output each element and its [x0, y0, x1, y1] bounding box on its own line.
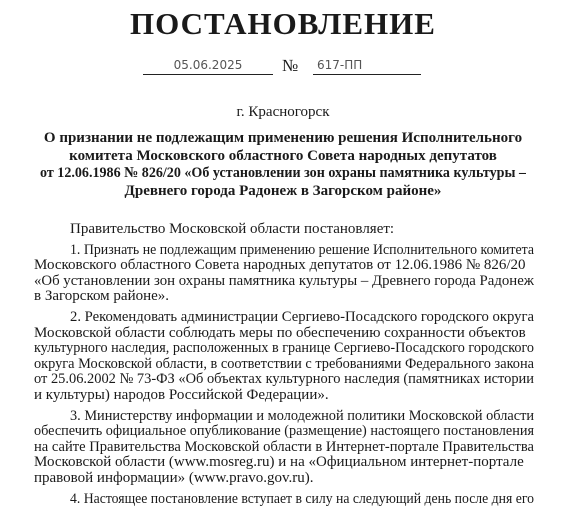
body-line: Московского областного Совета народных депутатов от 12.06.1986 № 826/20 [34, 258, 534, 274]
body-line: Московской области (www.mosreg.ru) и на «Официальном интернет-портале [34, 455, 534, 471]
paragraph-3 [34, 409, 534, 487]
title-line: Древнего города Радонеж в Загорском районе» [40, 183, 526, 201]
body-line: округа Московской области, в соответствии с требованиями Федерального закона [34, 357, 534, 373]
body-line: «Об установлении зон охраны памятника культуры – Древнего города Радонеж [34, 274, 534, 290]
intro-paragraph: Правительство Московской области постановляет: [34, 222, 534, 238]
body-line: 1. Признать не подлежащим применению решение Исполнительного комитета [34, 243, 534, 259]
document-type-heading: ПОСТАНОВЛЕНИЕ [0, 6, 566, 42]
body-line: на сайте Правительства Московской области в Интернет-портале Правительства [34, 440, 534, 456]
paragraph-1 [34, 243, 534, 305]
body-line: 4. Настоящее постановление вступает в силу на следующий день после дня его [34, 492, 534, 507]
number-sign: № [282, 57, 298, 75]
body-line: правовой информации» (www.pravo.gov.ru). [34, 471, 534, 487]
body-line: обеспечить официальное опубликование (размещение) настоящего постановления [34, 424, 534, 440]
title-line: О признании не подлежащим применению решения Исполнительного [40, 130, 526, 148]
city-line: г. Красногорск [0, 104, 566, 121]
resolution-body [34, 222, 534, 507]
body-line: 3. Министерству информации и молодежной политики Московской области [34, 409, 534, 425]
document-number: 617-ПП [313, 56, 421, 75]
body-line: от 25.06.2002 № 73-ФЗ «Об объектах культурного наследия (памятниках истории [34, 372, 534, 388]
title-line: комитета Московского областного Совета народных депутатов [40, 148, 526, 166]
resolution-title [40, 130, 526, 200]
title-line: от 12.06.1986 № 826/20 «Об установлении зон охраны памятника культуры – [40, 165, 526, 183]
body-line: Московской области соблюдать меры по обеспечению сохранности объектов [34, 326, 534, 342]
paragraph-4 [34, 492, 534, 507]
paragraph-2 [34, 310, 534, 404]
body-line: в Загорском районе». [34, 289, 534, 305]
body-line: 2. Рекомендовать администрации Сергиево-Посадского городского округа [34, 310, 534, 326]
body-line: культурного наследия, расположенных в границе Сергиево-Посадского городского [34, 341, 534, 357]
body-line: и культуры) народов Российской Федерации». [34, 388, 534, 404]
document-date: 05.06.2025 [143, 56, 273, 75]
